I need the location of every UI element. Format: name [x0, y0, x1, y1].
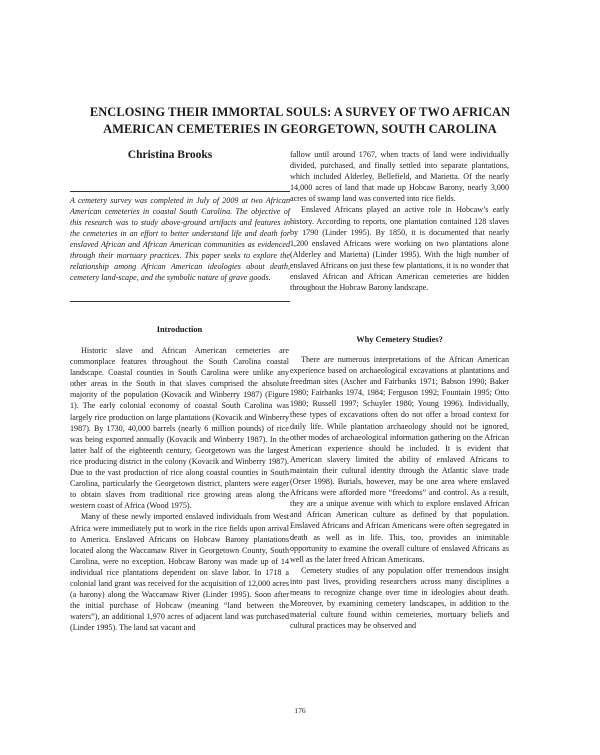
page-number: 176 — [294, 706, 306, 715]
why-paragraph-1: There are numerous interpretations of the African American experience based on archaeological excavations at plantations and freedman sites (Ascher and Fairbanks 1971; Babson 1990; Baker 1980; Fairbanks 1974, 1984; Ferguson 1992; Fountain 1995; Otto 1980; Russell 1997; Schuyler 1980; Young 1996). Individually, these types of excavations often do not offer a broad context for daily life. While plantation archaeology should not be ignored, other modes of archaeological information gathering on the African American experience should be included. It is evident that American slavery limited the ability of enslaved Africans to maintain their cultural identity through the Atlantic slave trade (Orser 1998). Burials, however, may be one area where enslaved Africans were afforded more “freedoms” and control. As a result, they are a unique avenue with which to explore enslaved African and African American culture as defined by that population. Enslaved Africans and African Americans were often segregated in death as well as in life. This, too, provides an inimitable opportunity to examine the overall culture of enslaved Africans as well as the later freed African Americans. — [290, 355, 509, 564]
why-cemetery-studies-heading: Why Cemetery Studies? — [356, 335, 443, 344]
intro-paragraph-2-continued: fallow until around 1767, when tracts of land were individually divided, purchased, and finally settled into separate plantations, which included Alderley, Bellefield, and Marietta. Of the nearly 14,000 acres of land that made up Hobcaw Barony, nearly 3,000 acres of swamp land was converted into rice fields. — [290, 150, 509, 204]
article-title — [60, 104, 540, 138]
why-paragraph-2: Cemetery studies of any population offer tremendous insight into past lives, providing researchers across many disciplines a means to recognize change over time in ideologies about death. Moreover, by examining cemetery landscapes, in addition to the material culture found within cemeteries, mortuary beliefs and cultural practices may be observed and — [290, 565, 509, 631]
abstract-bottom-rule — [70, 301, 290, 302]
introduction-heading: Introduction — [156, 325, 203, 334]
author-name: Christina Brooks — [127, 149, 213, 161]
intro-paragraph-3: Enslaved Africans played an active role in Hobcaw’s early history. According to reports, one plantation contained 128 slaves by 1790 (Linder 1995). By 1850, it is documented that nearly 1,200 enslaved Africans were working on two plantations alone (Alderley and Marietta) (Linder 1995). With the high number of enslaved Africans on just these few plantations, it is no wonder that enslaved African and African American cemeteries are hidden throughout the Hobcaw Barony landscape. — [290, 205, 509, 293]
right-column-top — [290, 149, 509, 293]
abstract: A cemetery survey was completed in July of 2009 at two African American cemeteries in coastal South Carolina. The objective of this research was to study above-ground artifacts and features in the cemeteries in an effort to better understand life and death for enslaved African and African American communities as evidenced through their mortuary practices. This paper seeks to explore the relationship among African American ideologies about death, cemetery land-scape, and the symbolic nature of grave goods. — [70, 196, 290, 282]
intro-paragraph-2: Many of these newly imported enslaved individuals from West Africa were immediately put to work in the rice fields upon arrival to America. Enslaved Africans on Hobcaw Barony plantations located along the Waccamaw River in Georgetown County, South Carolina, were no exception. Hobcaw Barony was made up of 14 individual rice plantations dependent on slave labor. In 1718 a colonial land grant was received for the acquisition of 12,000 acres (a barony) along the Waccamaw River (Linder 1995). Soon after the initial purchase of Hobcaw (meaning “land between the waters”), an additional 1,970 acres of adjacent land was purchased (Linder 1995). The land sat vacant and — [70, 512, 289, 633]
title-line-2: AMERICAN CEMETERIES IN GEORGETOWN, SOUTH CAROLINA — [103, 122, 497, 136]
right-column-bottom — [290, 354, 509, 631]
title-line-1: ENCLOSING THEIR IMMORTAL SOULS: A SURVEY OF TWO AFRICAN — [89, 105, 511, 119]
intro-paragraph-1: Historic slave and African American cemeteries are commonplace features throughout the South Carolina coastal landscape. Coastal counties in South Carolina were unlike any other areas in the South in that slaves comprised the absolute majority of the population (Kovacik and Winberry 1987) (Figure 1). The early colonial economy of coastal South Carolina was largely rice production on large plantations (Kovacik and Winberry 1987). By 1730, 40,000 barrels (nearly 6 million pounds) of rice was being exported annually (Kovacik and Winberry 1987). In the latter half of the eighteenth century, Georgetown was the largest rice producing district in the colony (Kovacik and Winberry 1987). Due to the vast production of rice along coastal counties in South Carolina, particularly the Georgetown district, planters were eager to obtain slaves from traditional rice growing areas along the western coast of Africa (Wood 1975). — [70, 346, 289, 511]
left-column — [70, 345, 289, 633]
abstract-top-rule — [70, 191, 290, 192]
